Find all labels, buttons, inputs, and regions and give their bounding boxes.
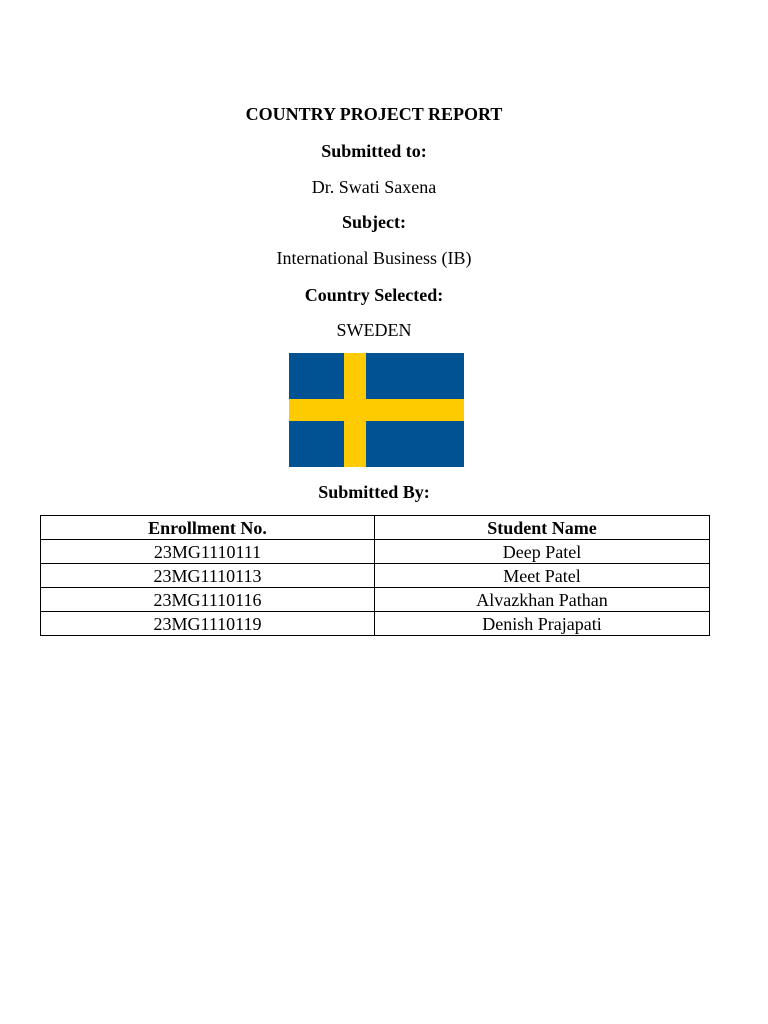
student-name-cell: Denish Prajapati — [375, 612, 710, 636]
enrollment-cell: 23MG1110111 — [41, 540, 375, 564]
submitted-to-heading: Submitted to: — [321, 141, 427, 161]
student-name-cell: Meet Patel — [375, 564, 710, 588]
report-title: COUNTRY PROJECT REPORT — [245, 104, 503, 124]
table-row — [41, 564, 710, 588]
student-name-column-header: Student Name — [375, 516, 710, 540]
enrollment-cell: 23MG1110116 — [41, 588, 375, 612]
country-selected-heading: Country Selected: — [304, 285, 444, 305]
country-selected-value: SWEDEN — [336, 320, 412, 340]
enrollment-cell: 23MG1110119 — [41, 612, 375, 636]
submitted-to-value: Dr. Swati Saxena — [311, 177, 437, 197]
sweden-flag-image — [289, 353, 464, 467]
table-header-row — [41, 516, 710, 540]
enrollment-column-header: Enrollment No. — [41, 516, 375, 540]
flag-cross-horizontal — [289, 399, 464, 421]
student-name-cell: Alvazkhan Pathan — [375, 588, 710, 612]
table-row — [41, 588, 710, 612]
enrollment-cell: 23MG1110113 — [41, 564, 375, 588]
subject-heading: Subject: — [342, 212, 406, 232]
student-name-cell: Deep Patel — [375, 540, 710, 564]
subject-value: International Business (IB) — [276, 248, 472, 268]
submitted-by-heading: Submitted By: — [318, 482, 430, 502]
table-row — [41, 612, 710, 636]
table-row — [41, 540, 710, 564]
students-table — [40, 515, 710, 636]
